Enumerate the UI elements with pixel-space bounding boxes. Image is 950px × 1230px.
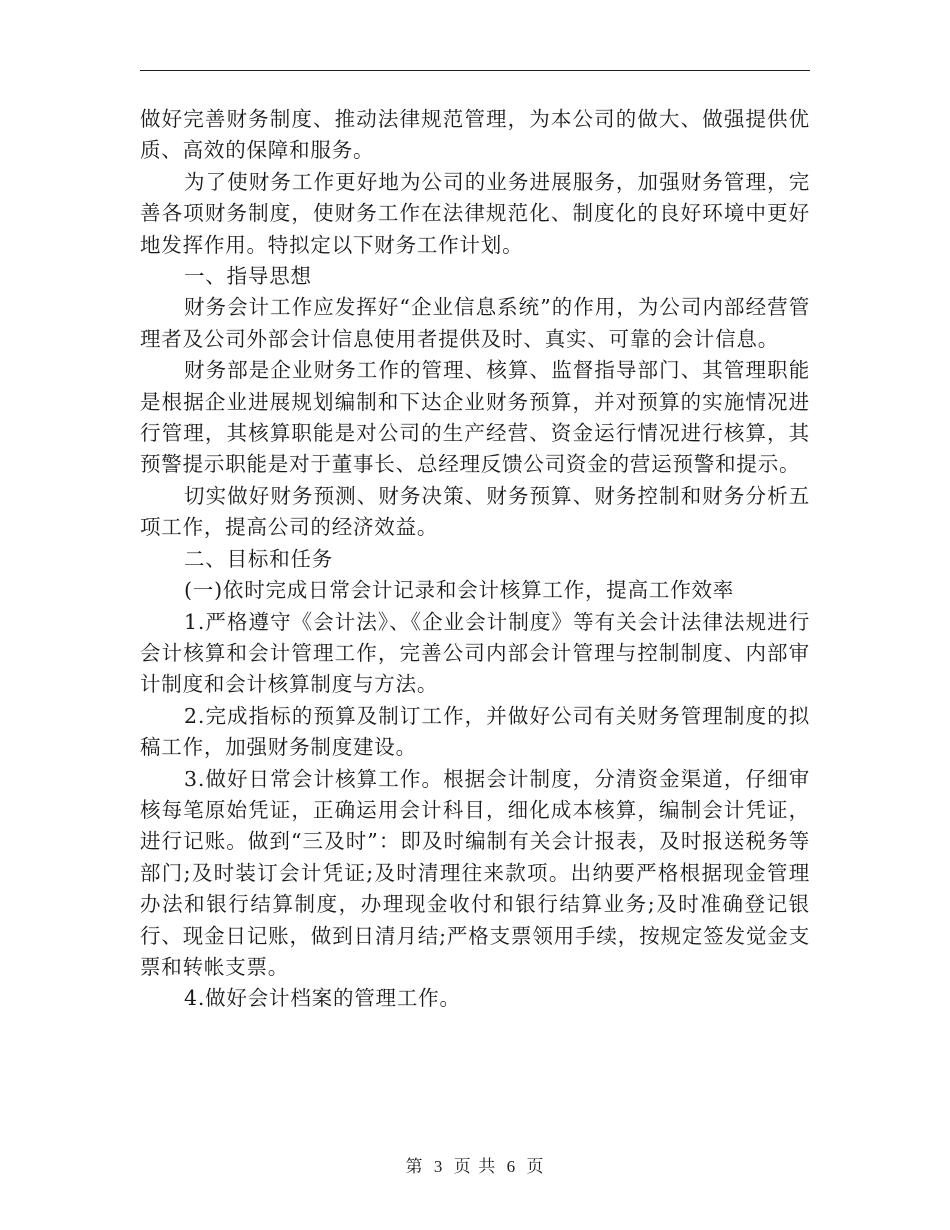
- subsection-heading: (一)依时完成日常会计记录和会计核算工作，提高工作效率: [184, 578, 735, 603]
- document-body: [140, 104, 810, 1015]
- total-page-number: 6: [506, 1157, 517, 1176]
- footer-prefix: 第: [405, 1157, 424, 1177]
- list-item: 1.严格遵守《会计法》、《企业会计制度》等有关会计法律法规进行会计核算和会计管理工作，完善公司内部会计管理与控制制度、内部审计制度和会计核算制度与方法。: [140, 609, 810, 697]
- current-page-number: 3: [433, 1157, 444, 1176]
- footer-suffix: 页: [526, 1157, 545, 1177]
- section-heading: 二、目标和任务: [184, 546, 334, 571]
- paragraph: 为了使财务工作更好地为公司的业务进展服务，加强财务管理，完善各项财务制度，使财务工作在法律规范化、制度化的良好环境中更好地发挥作用。特拟定以下财务工作计划。: [140, 169, 810, 257]
- section-heading: 一、指导思想: [184, 264, 312, 289]
- list-item: 2.完成指标的预算及制订工作，并做好公司有关财务管理制度的拟稿工作，加强财务制度建设。: [140, 703, 810, 760]
- paragraph: 财务部是企业财务工作的管理、核算、监督指导部门、其管理职能是根据企业进展规划编制和下达企业财务预算，并对预算的实施情况进行管理，其核算职能是对公司的生产经营、资金运行情况进行核算，其预警提示职能是对于董事长、总经理反馈公司资金的营运预警和提示。: [140, 358, 810, 477]
- list-item: 3.做好日常会计核算工作。根据会计制度，分清资金渠道，仔细审核每笔原始凭证，正确运用会计科目，细化成本核算，编制会计凭证，进行记账。做到“三及时”：即及时编制有关会计报表，及时报送税务等部门;及时装订会计凭证;及时清理往来款项。出纳要严格根据现金管理办法和银行结算制度，办理现金收付和银行结算业务;及时准确登记银行、现金日记账，做到日清月结;严格支票领用手续，按规定签发觉金支票和转帐支票。: [140, 766, 810, 979]
- paragraph: 财务会计工作应发挥好“企业信息系统”的作用，为公司内部经营管理者及公司外部会计信息使用者提供及时、真实、可靠的会计信息。: [140, 295, 810, 351]
- page-footer: [0, 1152, 950, 1177]
- footer-middle: 页 共: [453, 1157, 497, 1177]
- paragraph: 切实做好财务预测、财务决策、财务预算、财务控制和财务分析五项工作，提高公司的经济效益。: [140, 483, 810, 540]
- paragraph: 做好完善财务制度、推动法律规范管理，为本公司的做大、做强提供优质、高效的保障和服务。: [140, 107, 810, 163]
- header-rule: [140, 70, 810, 71]
- list-item: 4.做好会计档案的管理工作。: [184, 986, 461, 1011]
